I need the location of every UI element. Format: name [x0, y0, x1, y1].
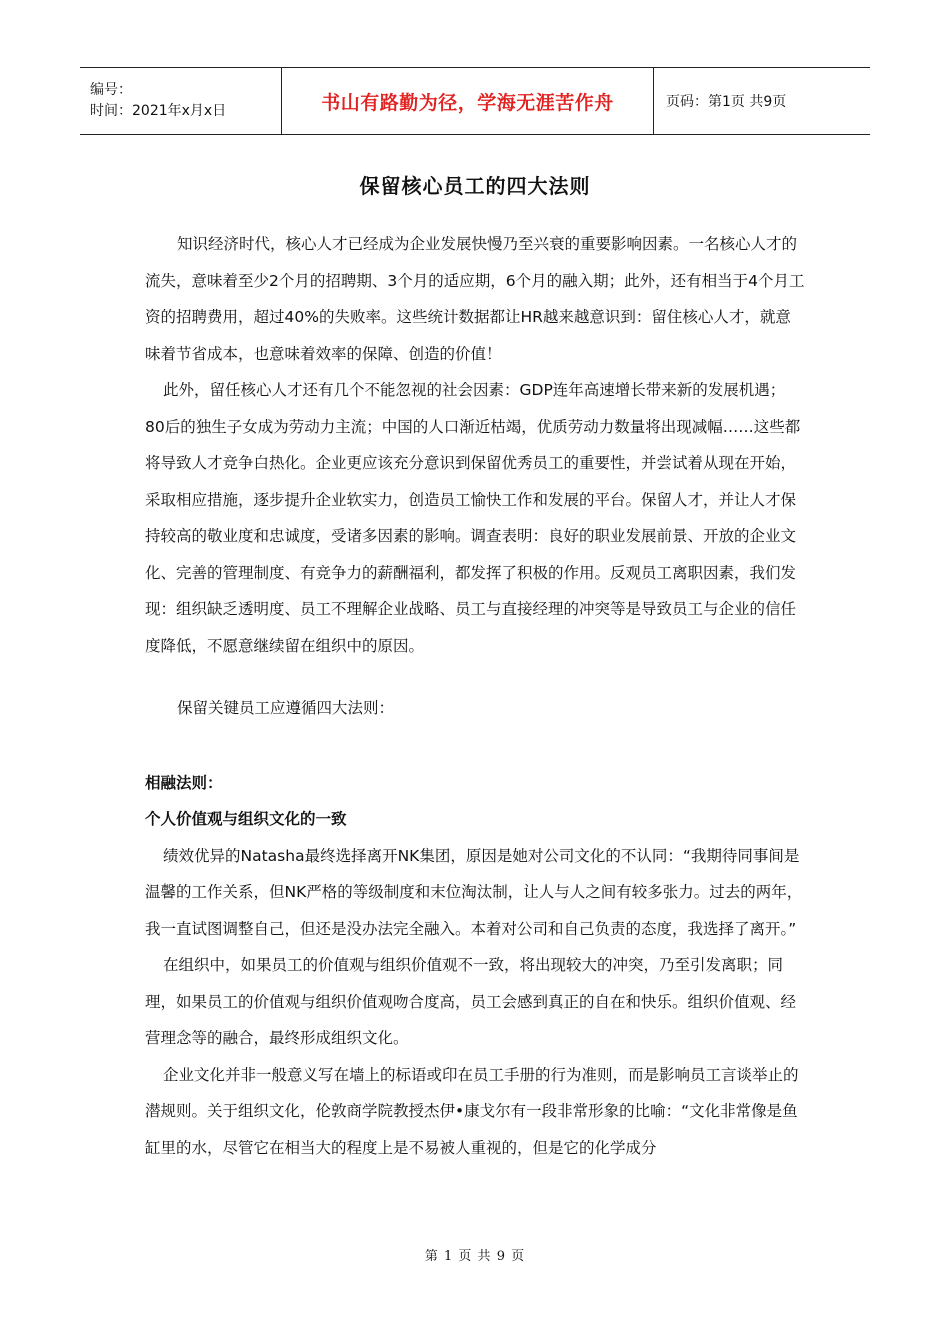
header-motto-cell — [282, 68, 654, 134]
header-left-cell — [80, 68, 282, 134]
page-footer: 第 1 页 共 9 页 — [424, 1249, 526, 1264]
section-subheading: 个人价值观与组织文化的一致 — [145, 810, 347, 828]
paragraph-social-factors: 此外，留任核心人才还有几个不能忽视的社会因素：GDP连年高速增长带来新的发展机遇；80后的独生子女成为劳动力主流；中国的人口渐近枯竭，优质劳动力数量将出现减幅……这些都将导致人才竞争白热化。企业更应该充分意识到保留优秀员工的重要性，并尝试着从现在开始，采取相应措施，逐步提升企业软实力，创造员工愉快工作和发展的平台。保留人才，并让人才保持较高的敬业度和忠诚度，受诸多因素的影响。调查表明：良好的职业发展前景、开放的企业文化、完善的管理制度、有竞争力的薪酬福利，都发挥了积极的作用。反观员工离职因素，我们发现：组织缺乏透明度、员工不理解企业战略、员工与直接经理的冲突等是导致员工与企业的信任度降低，不愿意继续留在组织中的原因。 — [145, 381, 801, 655]
paragraph-culture: 企业文化并非一般意义写在墙上的标语或印在员工手册的行为准则，而是影响员工言谈举止的潜规则。关于组织文化，伦敦商学院教授杰伊•康戈尔有一段非常形象的比喻：“文化非常像是鱼缸里的水，尽管它在相当大的程度上是不易被人重视的，但是它的化学成分 — [145, 1065, 799, 1157]
header-right-cell — [654, 68, 870, 134]
page-header — [80, 67, 870, 135]
header-motto: 书山有路勤为径，学海无涯苦作舟 — [321, 91, 614, 114]
document-title: 保留核心员工的四大法则 — [359, 174, 591, 198]
doc-time-label: 时间：2021年x月x日 — [90, 103, 227, 119]
spacer — [145, 727, 805, 765]
section-heading-rongrong: 相融法则： — [145, 773, 223, 792]
doc-number-label: 编号： — [90, 82, 132, 98]
paragraph-values: 在组织中，如果员工的价值观与组织价值观不一致，将出现较大的冲突，乃至引发离职；同理，如果员工的价值观与组织价值观吻合度高，员工会感到真正的自在和快乐。组织价值观、经营理念等的融合，最终形成组织文化。 — [145, 956, 797, 1047]
paragraph-intro: 知识经济时代，核心人才已经成为企业发展快慢乃至兴衰的重要影响因素。一名核心人才的流失，意味着至少2个月的招聘期、3个月的适应期，6个月的融入期；此外，还有相当于4个月工资的招聘费用，超过40%的失败率。这些统计数据都让HR越来越意识到：留住核心人才，就意味着节省成本，也意味着效率的保障、创造的价值！ — [145, 235, 805, 363]
paragraph-four-rules-intro: 保留关键员工应遵循四大法则： — [177, 699, 395, 717]
paragraph-natasha: 绩效优异的Natasha最终选择离开NK集团，原因是她对公司文化的不认同：“我期待同事间是温馨的工作关系，但NK严格的等级制度和末位淘汰制，让人与人之间有较多张力。过去的两年，我一直试图调整自己，但还是没办法完全融入。本着对公司和自己负责的态度，我选择了离开。” — [145, 846, 803, 938]
page-info: 页码：第1页 共9页 — [666, 94, 787, 110]
spacer — [145, 664, 805, 690]
document-body — [145, 226, 805, 1166]
